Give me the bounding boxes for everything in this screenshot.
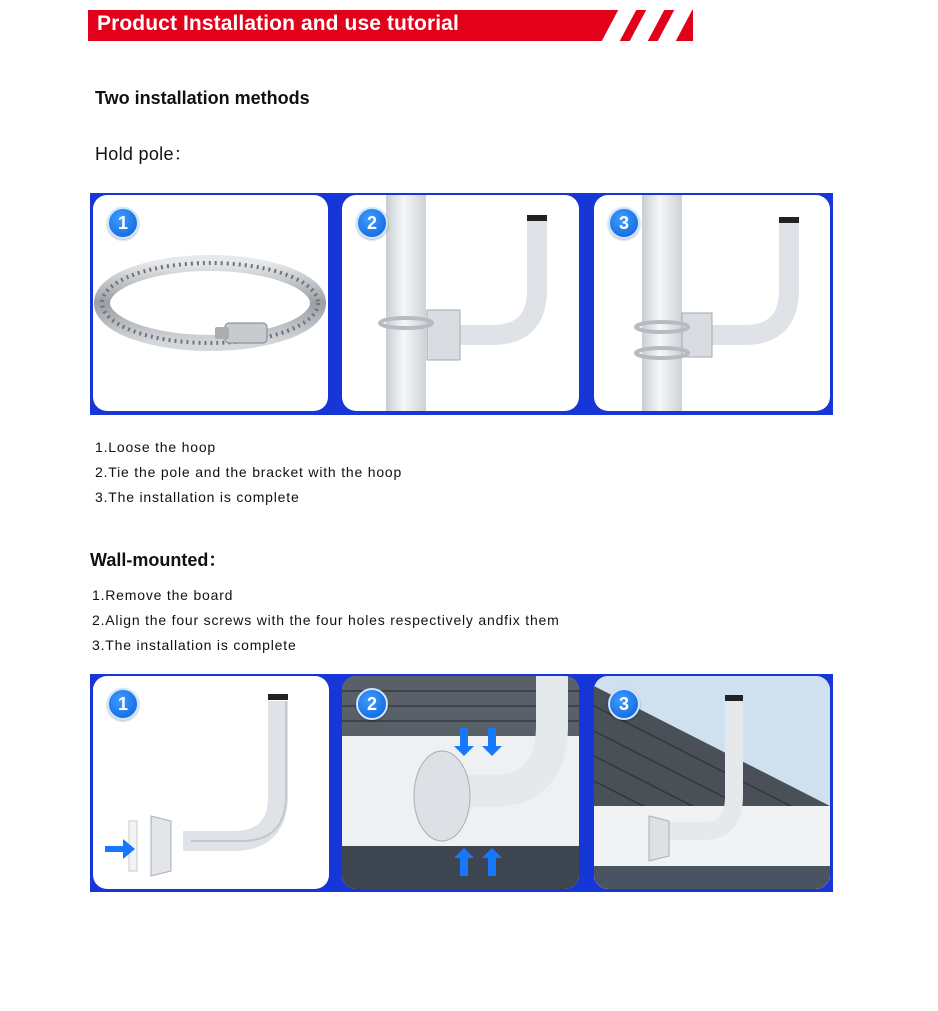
wall-mounted-panel-3: [594, 676, 830, 889]
step-badge: 1: [107, 688, 139, 720]
step-badge: 2: [356, 688, 388, 720]
hold-pole-steps: [95, 435, 402, 510]
wall-mounted-panel-1: [93, 676, 329, 889]
hold-pole-panel-2: [342, 195, 579, 411]
wall-mounted-panel-2: [342, 676, 579, 889]
step-text: 2.Align the four screws with the four holes respectively andfix them: [92, 612, 560, 628]
wall-mounted-steps: [92, 583, 560, 658]
step-text: 1.Loose the hoop: [95, 439, 217, 455]
header-banner: [88, 10, 693, 41]
step-text: 2.Tie the pole and the bracket with the hoop: [95, 464, 403, 480]
step-badge: 2: [356, 207, 388, 239]
hold-pole-panel-1: [93, 195, 328, 411]
hold-pole-panel-3: [594, 195, 830, 411]
hold-pole-image-strip: [90, 193, 833, 415]
step-badge: 3: [608, 207, 640, 239]
page-title: Product Installation and use tutorial: [97, 12, 459, 35]
step-text: 3.The installation is complete: [92, 637, 297, 653]
step-badge: 3: [608, 688, 640, 720]
step-text: 1.Remove the board: [92, 587, 234, 603]
wall-mounted-heading: Wall-mounted：: [90, 550, 227, 570]
step-badge: 1: [107, 207, 139, 239]
step-text: 3.The installation is complete: [95, 489, 300, 505]
section-heading: Two installation methods: [95, 88, 310, 108]
wall-mounted-image-strip: [90, 674, 833, 892]
hold-pole-heading: Hold pole：: [95, 144, 193, 164]
